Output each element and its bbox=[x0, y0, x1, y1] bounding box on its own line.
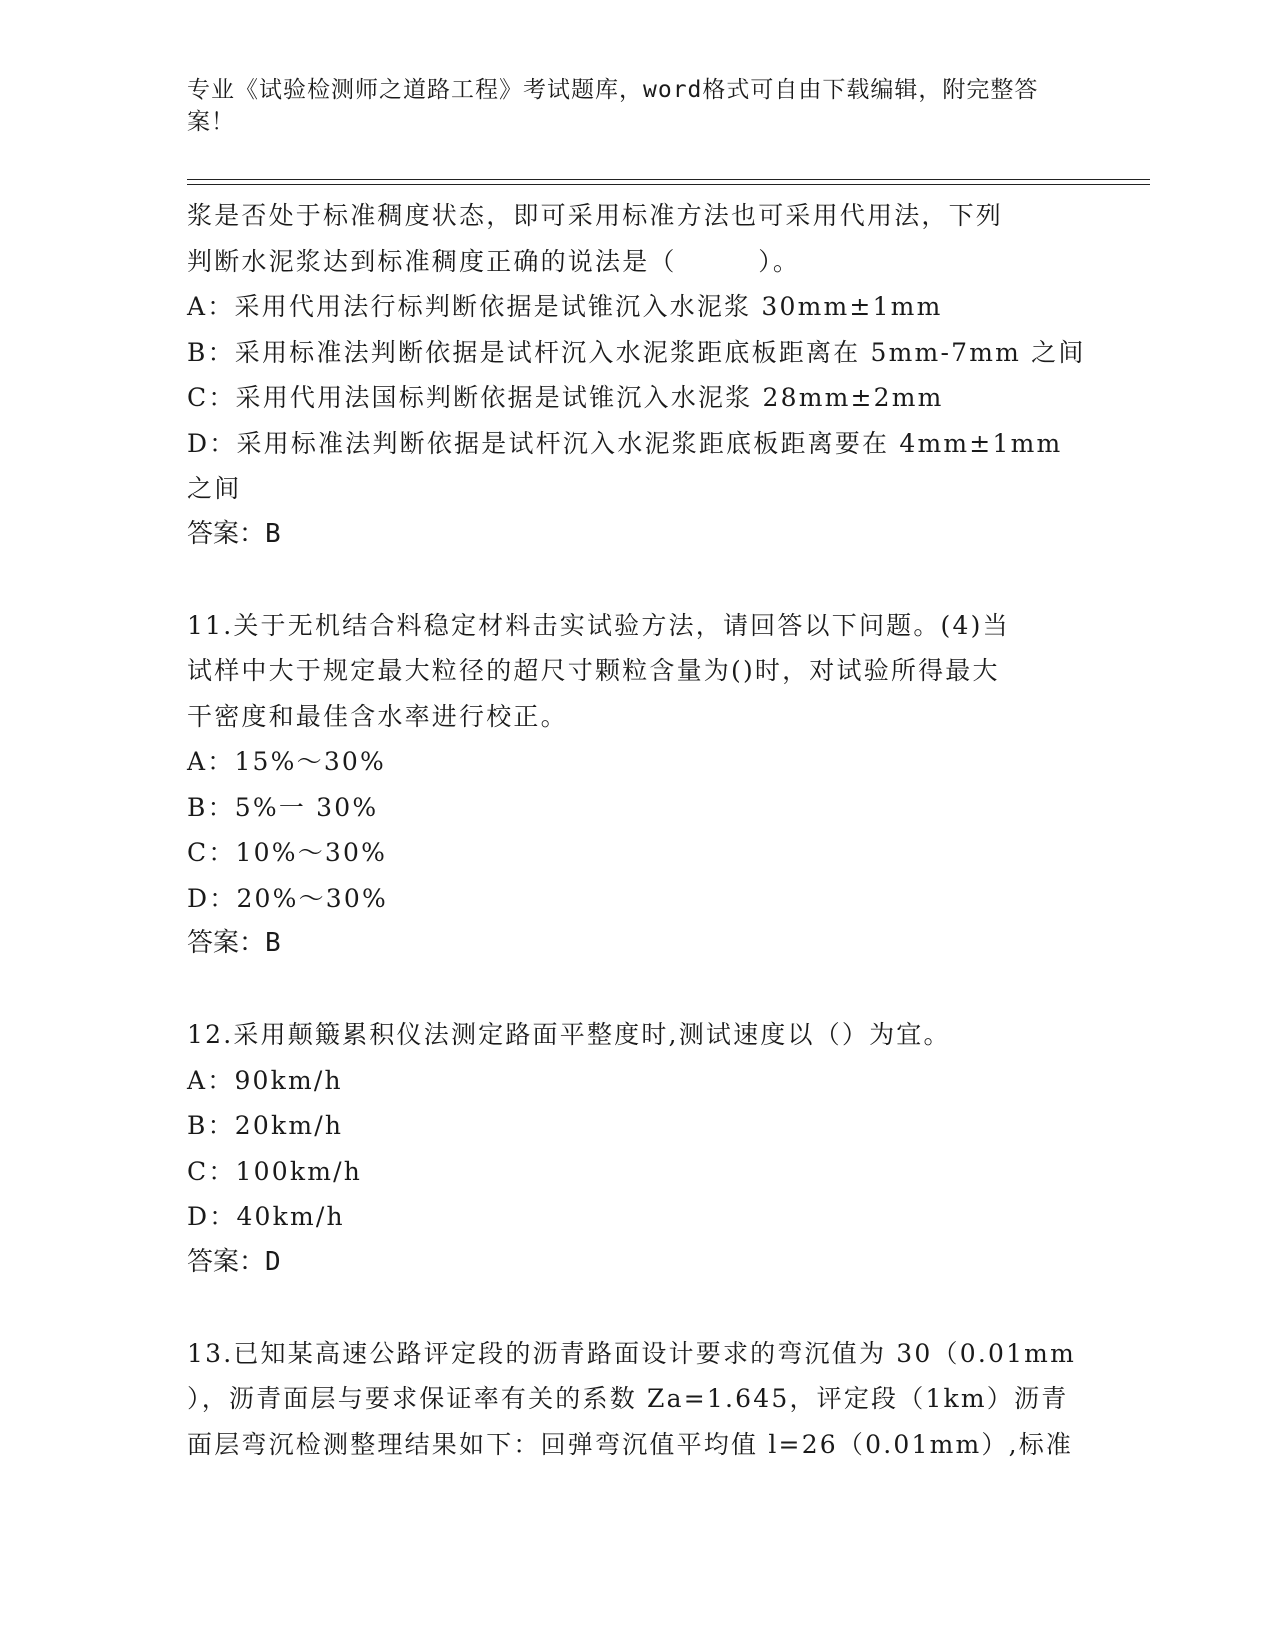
header-divider-top bbox=[187, 179, 1150, 180]
question-block-11 bbox=[187, 603, 1087, 967]
question-stem-line: 判断水泥浆达到标准稠度正确的说法是（ ）。 bbox=[187, 246, 801, 276]
header-divider-bottom bbox=[187, 184, 1150, 185]
question-stem-line: 浆是否处于标准稠度状态，即可采用标准方法也可采用代用法，下列 bbox=[187, 201, 1004, 230]
option-d: D：20%～30% bbox=[187, 883, 388, 913]
option-a: A：采用代用法行标判断依据是试锥沉入水泥浆 30mm±1mm bbox=[187, 292, 943, 321]
question-stem-line: 13.已知某高速公路评定段的沥青路面设计要求的弯沉值为 30（0.01mm bbox=[187, 1338, 1076, 1368]
option-b: B：20km/h bbox=[187, 1111, 344, 1140]
option-a: A：90km/h bbox=[187, 1065, 343, 1095]
question-stem-line: ），沥青面层与要求保证率有关的系数 Za=1.645，评定段（1km）沥青 bbox=[187, 1384, 1069, 1413]
option-c: C：100km/h bbox=[187, 1156, 363, 1186]
option-b: B：采用标准法判断依据是试杆沉入水泥浆距底板距离在 5mm-7mm 之间 bbox=[187, 337, 1086, 367]
question-block-12 bbox=[187, 1012, 1087, 1285]
question-stem-line: 11.关于无机结合料稳定材料击实试验方法，请回答以下问题。(4)当 bbox=[187, 610, 1010, 640]
question-list bbox=[187, 193, 1087, 1467]
answer-label: 答案：D bbox=[187, 1246, 281, 1277]
option-c: C：10%～30% bbox=[187, 838, 388, 867]
question-stem-line: 12.采用颠簸累积仪法测定路面平整度时,测试速度以（）为宜。 bbox=[187, 1020, 951, 1049]
question-block-continued bbox=[187, 193, 1087, 557]
page-header bbox=[187, 74, 1067, 138]
option-c: C：采用代用法国标判断依据是试锥沉入水泥浆 28mm±2mm bbox=[187, 383, 944, 412]
question-block-13 bbox=[187, 1331, 1087, 1468]
option-d-continuation: 之间 bbox=[187, 474, 242, 503]
header-line-1: 专业《试验检测师之道路工程》考试题库，word格式可自由下载编辑，附完整答 bbox=[187, 77, 1039, 103]
header-line-2: 案！ bbox=[187, 109, 235, 135]
option-b: B：5%一 30% bbox=[187, 792, 379, 822]
spacer bbox=[187, 557, 1087, 603]
option-d: D：采用标准法判断依据是试杆沉入水泥浆距底板距离要在 4mm±1mm bbox=[187, 428, 1063, 458]
question-stem-line: 面层弯沉检测整理结果如下：回弹弯沉值平均值 l=26（0.01mm）,标准 bbox=[187, 1429, 1074, 1459]
spacer bbox=[187, 967, 1087, 1013]
option-d: D：40km/h bbox=[187, 1202, 345, 1231]
answer-label: 答案：B bbox=[187, 928, 281, 958]
option-a: A：15%～30% bbox=[187, 747, 386, 776]
question-stem-line: 试样中大于规定最大粒径的超尺寸颗粒含量为()时，对试验所得最大 bbox=[187, 656, 1000, 685]
spacer bbox=[187, 1285, 1087, 1331]
answer-label: 答案：B bbox=[187, 518, 281, 549]
question-stem-line: 干密度和最佳含水率进行校正。 bbox=[187, 701, 568, 731]
